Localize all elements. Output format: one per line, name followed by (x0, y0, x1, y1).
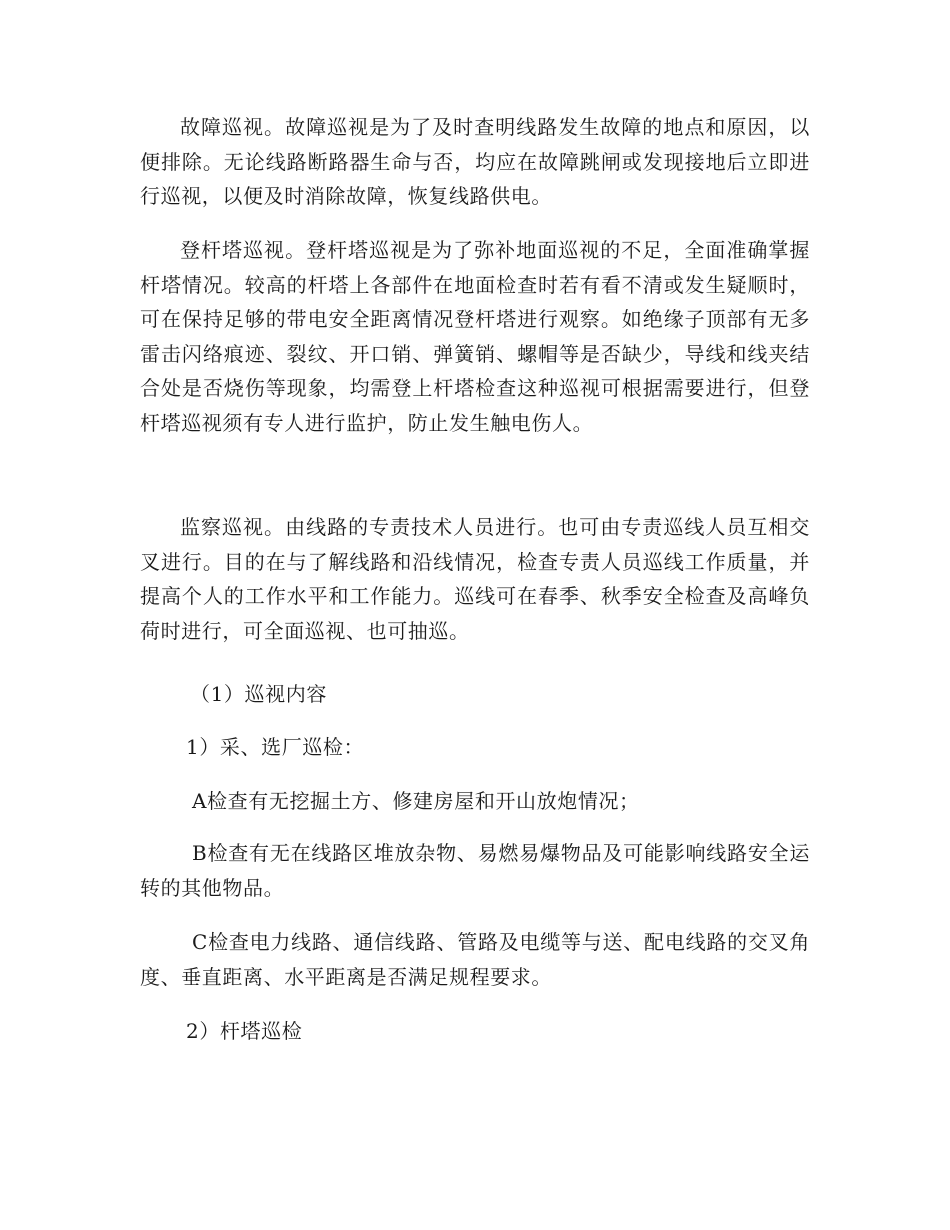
paragraph-supervision-inspection: 监察巡视。由线路的专责技术人员进行。也可由专责巡线人员互相交叉进行。目的在与了解线路和沿线情况，检查专责人员巡线工作质量，并提高个人的工作水平和工作能力。巡线可在春季、秋季安全检查及高峰负荷时进行，可全面巡视、也可抽巡。 (140, 515, 810, 643)
section-heading: （1）巡视内容 (190, 682, 327, 706)
subsection-heading-mining-plant: 1）采、选厂巡检： (186, 735, 365, 759)
subsection-heading-tower: 2）杆塔巡检 (186, 1019, 303, 1043)
paragraph-tower-climbing-inspection: 登杆塔巡视。登杆塔巡视是为了弥补地面巡视的不足，全面准确掌握杆塔情况。较高的杆塔上各部件在地面检查时若有看不清或发生疑顺时，可在保持足够的带电安全距离情况登杆塔进行观察。如绝缘子顶部有无多雷击闪络痕迹、裂纹、开口销、弹簧销、螺帽等是否缺少，导线和线夹结合处是否烧伤等现象，均需登上杆塔检查这种巡视可根据需要进行，但登杆塔巡视须有专人进行监护，防止发生触电伤人。 (140, 238, 810, 435)
list-item-a: A检查有无挖掘土方、修建房屋和开山放炮情况； (192, 789, 640, 813)
paragraph-fault-inspection: 故障巡视。故障巡视是为了及时查明线路发生故障的地点和原因，以便排除。无论线路断路器生命与否，均应在故障跳闸或发现接地后立即进行巡视，以便及时消除故障，恢复线路供电。 (140, 115, 810, 208)
list-item-c: C检查电力线路、通信线路、管路及电缆等与送、配电线路的交叉角度、垂直距离、水平距离是否满足规程要求。 (140, 930, 810, 989)
list-item-b: B检查有无在线路区堆放杂物、易燃易爆物品及可能影响线路安全运转的其他物品。 (140, 841, 810, 900)
